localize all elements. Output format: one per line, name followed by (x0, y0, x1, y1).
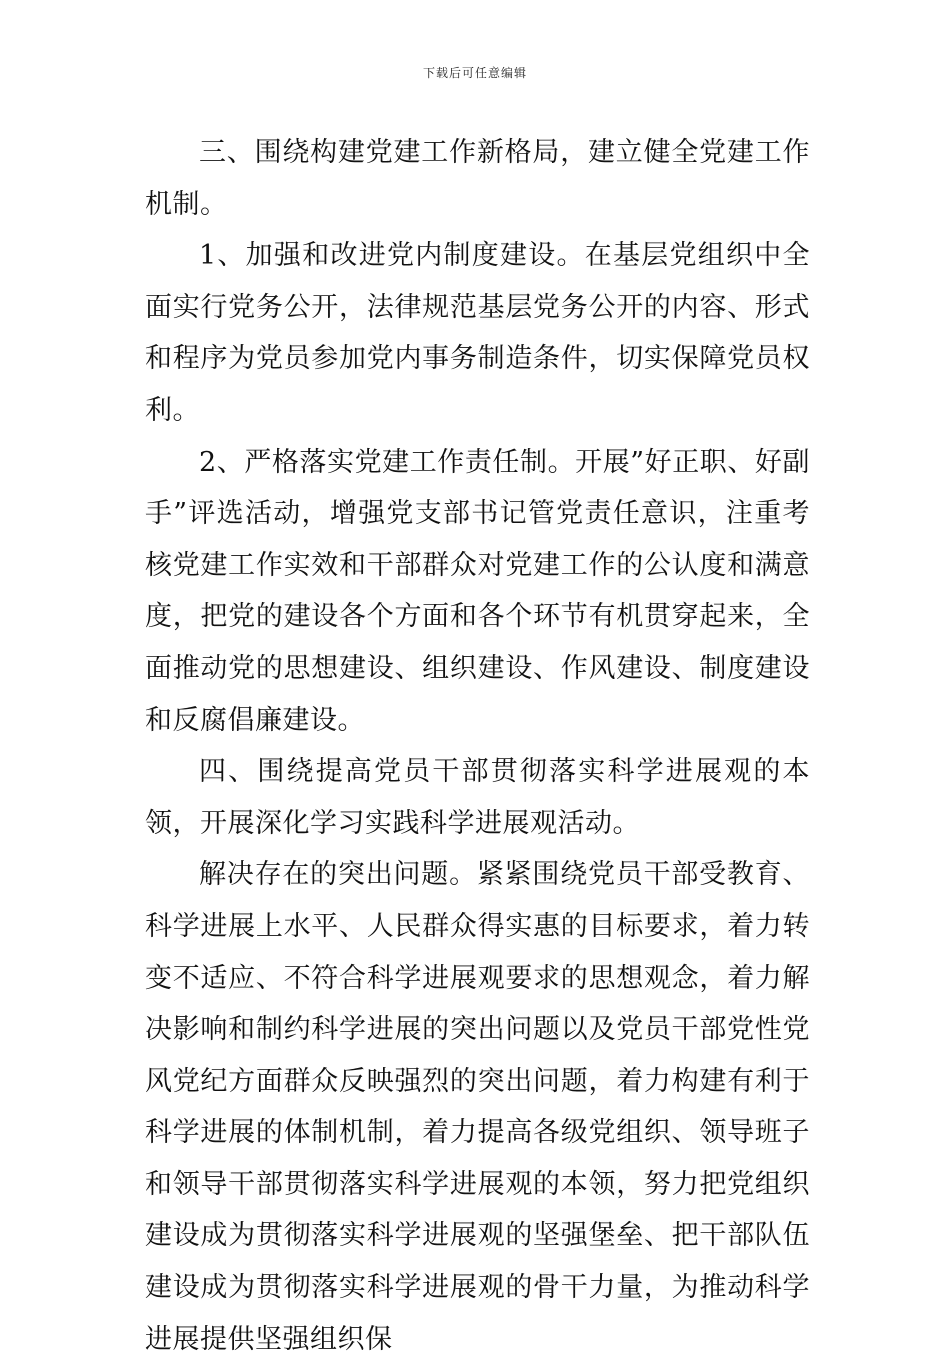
paragraph-item-2: 2、严格落实党建工作责任制。开展”好正职、好副手”评选活动，增强党支部书记管党责任意识，注重考核党建工作实效和干部群众对党建工作的公认度和满意度，把党的建设各个方面和各个环节有机贯穿起来，全面推动党的思想建设、组织建设、作风建设、制度建设和反腐倡廉建设。 (145, 446, 810, 736)
section-heading-four: 四、围绕提高党员干部贯彻落实科学进展观的本领，开展深化学习实践科学进展观活动。 (145, 756, 810, 839)
paragraph-item-1: 1、加强和改进党内制度建设。在基层党组织中全面实行党务公开，法律规范基层党务公开的内容、形式和程序为党员参加党内事务制造条件，切实保障党员权利。 (145, 240, 810, 426)
paragraph-body: 解决存在的突出问题。紧紧围绕党员干部受教育、科学进展上水平、人民群众得实惠的目标要求，着力转变不适应、不符合科学进展观要求的思想观念，着力解决影响和制约科学进展的突出问题以及党员干部党性党风党纪方面群众反映强烈的突出问题，着力构建有利于科学进展的体制机制，着力提高各级党组织、领导班子和领导干部贯彻落实科学进展观的本领，努力把党组织建设成为贯彻落实科学进展观的坚强堡垒、把干部队伍建设成为贯彻落实科学进展观的骨干力量，为推动科学进展提供坚强组织保 (145, 859, 810, 1355)
document-body (145, 127, 810, 1365)
section-heading-three: 三、围绕构建党建工作新格局，建立健全党建工作机制。 (145, 137, 810, 220)
header-note: 下载后可任意编辑 (422, 66, 527, 80)
